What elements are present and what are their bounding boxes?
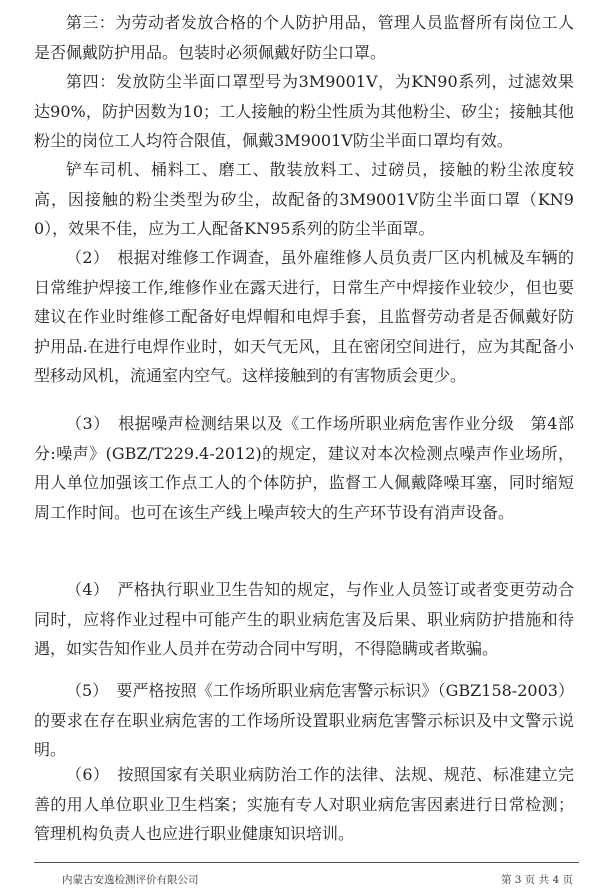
- footer-page-number: 第 3 页 共 4 页: [500, 874, 573, 886]
- paragraph-item-6: （6） 按照国家有关职业病防治工作的法律、法规、规范、标准建立完善的用人单位职业卫生档案；实施有专人对职业病危害因素进行日常检测；管理机构负责人也应进行职业健康知识培训。: [34, 765, 574, 843]
- paragraph-item-4: （4） 严格执行职业卫生告知的规定，与作业人员签订或者变更劳动合同时，应将作业过程中可能产生的职业病危害及后果、职业病防护措施和待遇，如实告知作业人员并在劳动合同中写明，不得隐瞒或者欺骗。: [34, 580, 574, 658]
- paragraph-item-5: （5） 要严格按照《工作场所职业病危害警示标识》（GBZ158-2003）的要求在存在职业病危害的工作场所设置职业病危害警示标识及中文警示说明。: [34, 681, 574, 759]
- footer-company-name: 内蒙古安逸检测评价有限公司: [62, 874, 199, 886]
- paragraph-item-2: （2） 根据对维修工作调查，虽外雇维修人员负责厂区内机械及车辆的日常维护焊接工作,维修作业在露天进行，日常生产中焊接作业较少，但也要建议在作业时维修工配备好电焊帽和电焊手套，且监督劳动者是否佩戴好防护用品.在进行电焊作业时，如天气无风，且在密闭空间进行，应为其配备小型移动风机，流通室内空气。这样接触到的有害物质会更少。: [34, 248, 574, 385]
- paragraph-third-point: 第三：为劳动者发放合格的个人防护用品，管理人员监督所有岗位工人是否佩戴防护用品。包装时必须佩戴好防尘口罩。: [34, 13, 574, 62]
- paragraph-fourth-point: 第四：发放防尘半面口罩型号为3M9001V，为KN90系列，过滤效果达90%，防护因数为10；工人接触的粉尘性质为其他粉尘、矽尘；接触其他粉尘的岗位工人均符合限值，佩戴3M9001V防尘半面口罩均有效。: [34, 72, 574, 150]
- paragraph-item-3: （3） 根据噪声检测结果以及《工作场所职业病危害作业分级 第4部分:噪声》(GBZ/T229.4-2012)的规定，建议对本次检测点噪声作业场所，用人单位加强该工作点工人的个体防护，监督工人佩戴降噪耳塞，同时缩短周工作时间。也可在该生产线上噪声较大的生产环节设有消声设备。: [34, 414, 574, 522]
- paragraph-loader-drivers: 铲车司机、桶料工、磨工、散装放料工、过磅员，接触的粉尘浓度较高，因接触的粉尘类型为矽尘，故配备的3M9001V防尘半面口罩（KN90），效果不佳，应为工人配备KN95系列的防尘半面罩。: [34, 160, 574, 238]
- footer-divider: [34, 862, 579, 863]
